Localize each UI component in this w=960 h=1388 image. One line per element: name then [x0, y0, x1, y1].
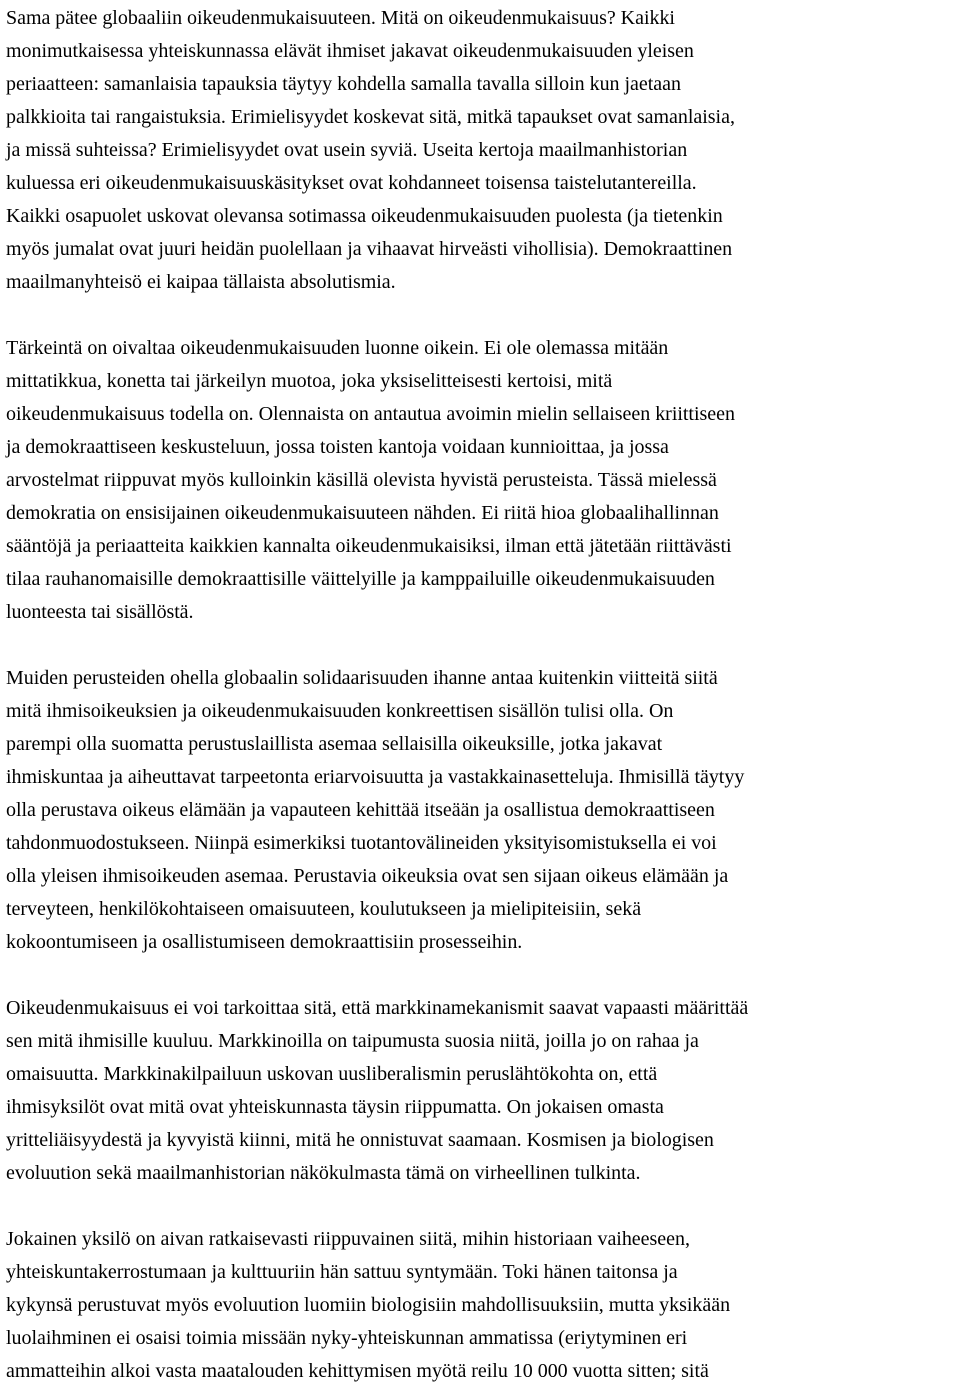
text-line: mittatikkua, konetta tai järkeilyn muotoa, joka yksiselitteisesti kertoisi, mitä — [6, 370, 613, 392]
text-line: myös jumalat ovat juuri heidän puolellaan ja vihaavat hirveästi vihollisia). Demokraattinen — [6, 238, 733, 260]
text-line: ja demokraattiseen keskusteluun, jossa toisten kantoja voidaan kunnioittaa, ja jossa — [6, 436, 669, 458]
text-line: arvostelmat riippuvat myös kulloinkin käsillä olevista hyvistä perusteista. Tässä mielessä — [6, 469, 717, 491]
text-line: ja missä suhteissa? Erimielisyydet ovat usein syviä. Useita kertoja maailmanhistorian — [6, 139, 688, 161]
text-line: yhteiskuntakerrostumaan ja kulttuuriin hän sattuu syntymään. Toki hänen taitonsa ja — [6, 1261, 678, 1283]
text-line: tahdonmuodostukseen. Niinpä esimerkiksi tuotantovälineiden yksityisomistuksella ei voi — [6, 832, 717, 854]
paragraph-3 — [6, 662, 956, 959]
text-line: terveyteen, henkilökohtaiseen omaisuuteen, koulutukseen ja mielipiteisiin, sekä — [6, 898, 642, 920]
text-line: mitä ihmisoikeuksien ja oikeudenmukaisuuden konkreettisen sisällön tulisi olla. On — [6, 700, 674, 722]
text-line: yritteliäisyydestä ja kyvyistä kiinni, mitä he onnistuvat saamaan. Kosmisen ja biologisen — [6, 1129, 714, 1151]
text-line: ammatteihin alkoi vasta maatalouden kehittymisen myötä reilu 10 000 vuotta sitten; sitä — [6, 1360, 709, 1382]
text-line: kykynsä perustuvat myös evoluution luomiin biologisiin mahdollisuuksiin, mutta yksikään — [6, 1294, 731, 1316]
text-line: Sama pätee globaaliin oikeudenmukaisuuteen. Mitä on oikeudenmukaisuus? Kaikki — [6, 7, 675, 29]
text-line: Jokainen yksilö on aivan ratkaisevasti riippuvainen siitä, mihin historiaan vaiheeseen, — [6, 1228, 690, 1250]
text-line: omaisuutta. Markkinakilpailuun uskovan uusliberalismin peruslähtökohta on, että — [6, 1063, 658, 1085]
text-line: maailmanyhteisö ei kaipaa tällaista absolutismia. — [6, 271, 396, 293]
text-line: luonteesta tai sisällöstä. — [6, 601, 194, 623]
text-line: periaatteen: samanlaisia tapauksia täytyy kohdella samalla tavalla silloin kun jaetaan — [6, 73, 681, 95]
text-line: ihmisyksilöt ovat mitä ovat yhteiskunnasta täysin riippumatta. On jokaisen omasta — [6, 1096, 664, 1118]
paragraph-4 — [6, 992, 956, 1190]
text-line: Oikeudenmukaisuus ei voi tarkoittaa sitä, että markkinamekanismit saavat vapaasti määrittää — [6, 997, 749, 1019]
text-line: luolaihminen ei osaisi toimia missään nyky-yhteiskunnan ammatissa (eriytyminen eri — [6, 1327, 688, 1349]
text-line: monimutkaisessa yhteiskunnassa elävät ihmiset jakavat oikeudenmukaisuuden yleisen — [6, 40, 694, 62]
paragraph-2 — [6, 332, 956, 629]
paragraph-1 — [6, 2, 956, 299]
text-line: kokoontumiseen ja osallistumiseen demokraattisiin prosesseihin. — [6, 931, 523, 953]
text-line: olla yleisen ihmisoikeuden asemaa. Perustavia oikeuksia ovat sen sijaan oikeus elämään ja — [6, 865, 729, 887]
text-line: Kaikki osapuolet uskovat olevansa sotimassa oikeudenmukaisuuden puolesta (ja tietenkin — [6, 205, 723, 227]
text-line: ihmiskuntaa ja aiheuttavat tarpeetonta eriarvoisuutta ja vastakkainasetteluja. Ihmisillä täytyy — [6, 766, 745, 788]
text-line: Muiden perusteiden ohella globaalin solidaarisuuden ihanne antaa kuitenkin viitteitä siitä — [6, 667, 718, 689]
text-line: sääntöjä ja periaatteita kaikkien kannalta oikeudenmukaisiksi, ilman että jätetään riittävästi — [6, 535, 732, 557]
text-line: evoluution sekä maailmanhistorian näkökulmasta tämä on virheellinen tulkinta. — [6, 1162, 641, 1184]
text-line: palkkioita tai rangaistuksia. Erimielisyydet koskevat sitä, mitkä tapaukset ovat samanlaisia, — [6, 106, 735, 128]
text-line: olla perustava oikeus elämään ja vapauteen kehittää itseään ja osallistua demokraattiseen — [6, 799, 715, 821]
text-line: oikeudenmukaisuus todella on. Olennaista on antautua avoimin mielin sellaiseen kriittiseen — [6, 403, 735, 425]
text-line: kuluessa eri oikeudenmukaisuuskäsitykset ovat kohdanneet toisensa taistelutantereilla. — [6, 172, 697, 194]
text-line: sen mitä ihmisille kuuluu. Markkinoilla on taipumusta suosia niitä, joilla jo on rahaa ja — [6, 1030, 699, 1052]
text-line: Tärkeintä on oivaltaa oikeudenmukaisuuden luonne oikein. Ei ole olemassa mitään — [6, 337, 669, 359]
document-page — [6, 2, 956, 1388]
text-line: tilaa rauhanomaisille demokraattisille väittelyille ja kamppailuille oikeudenmukaisuuden — [6, 568, 715, 590]
text-line: demokratia on ensisijainen oikeudenmukaisuuteen nähden. Ei riitä hioa globaalihallinnan — [6, 502, 719, 524]
paragraph-5 — [6, 1223, 956, 1388]
text-line: parempi olla suomatta perustuslaillista asemaa sellaisilla oikeuksille, jotka jakavat — [6, 733, 663, 755]
